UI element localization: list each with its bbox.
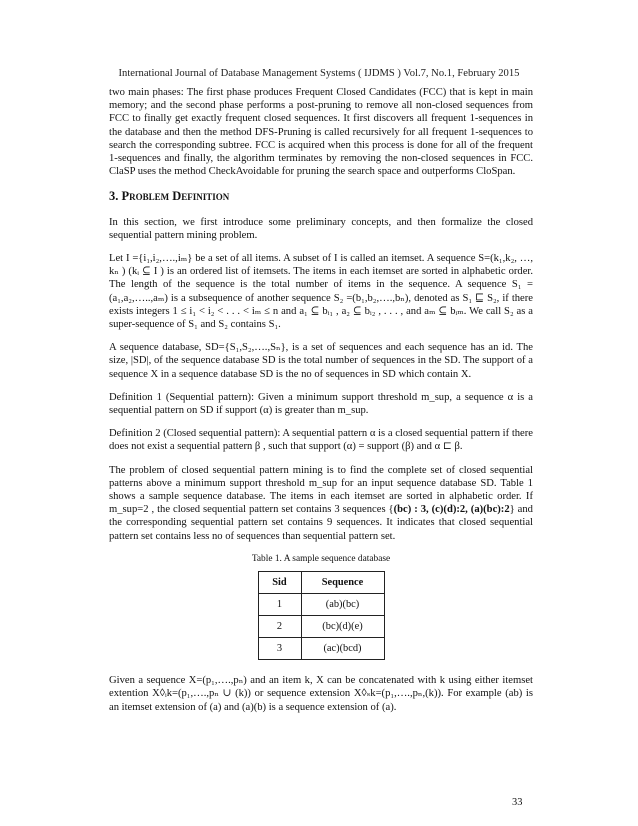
table-row: [258, 594, 384, 616]
cell-sequence: (ac)(bcd): [301, 638, 384, 660]
problem-text: The problem of closed sequential pattern mining is to find the complete set of closed sequential patterns above a minimum support threshold m_sup for an input sequence database SD. Table 1 shows a sample sequence database. The items in each itemset are sorted in alphabetic order. If m_sup=2 , the closed sequential pattern set contains 3 sequences {: [109, 464, 533, 516]
section-heading: 3. Problem Definition: [109, 189, 230, 204]
cell-sid: 1: [258, 594, 301, 616]
paragraph-preliminaries: In this section, we first introduce some preliminary concepts, and then formalize the closed sequential pattern mining problem.: [109, 216, 533, 241]
table-row: [258, 616, 384, 638]
paragraph-definition-1: Definition 1 (Sequential pattern): Given a minimum support threshold m_sup, a sequence α is a sequential pattern on SD if support (α) is greater than m_sup.: [109, 391, 533, 417]
paragraph-intro: two main phases: The first phase produces Frequent Closed Candidates (FCC) that is kept in main memory; and the second phase performs a post-pruning to remove all non-closed sequences from FCC to finally get exactly frequent closed sequences. It first discovers all frequent 1-sequences in the database and then the method DFS-Pruning is called recursively for all frequent 1-sequences to search the corresponding subtree. FCC is acquired when this process is done for all of the frequent 1-sequences and finally, the algorithm terminates by removing the non-closed sequences in FCC. ClaSP uses the method CheckAvoidable for pruning the search space and outperforms CloSpan.: [109, 87, 533, 178]
page-number: 33: [512, 797, 523, 808]
paragraph-problem: [109, 464, 533, 543]
page-body: [109, 86, 533, 724]
cell-sid: 3: [258, 638, 301, 660]
paragraph-itemset-definition: Let I ={i₁,i₂,….,iₘ} be a set of all items. A subset of I is called an itemset. A sequence S=(k₁,k₂, …, kₙ ) (kᵢ ⊆ I ) is an ordered list of itemsets. The items in each itemset are sorted in alphabetic order. The length of the sequence is the total number of items in the sequence. A sequence S₁ =(a₁,a₂,…..,aₘ) is a subsequence of another sequence S₂ =(b₁,b₂,….,bₙ), denoted as S₁ ⊑ S₂, if there exists integers 1 ≤ i₁ < i₂ < . . . < iₘ ≤ n and a₁ ⊆ bᵢ₁ , a₂ ⊆ bᵢ₂ , . . . , and aₘ ⊆ bᵢₘ. We call S₂ as a super-sequence of S₁ and S₂ contains S₁.: [109, 253, 533, 331]
table-caption: Table 1. A sample sequence database: [251, 553, 391, 564]
paragraph-sequence-database: A sequence database, SD={S₁,S₂,….,Sₙ}, is a set of sequences and each sequence has an id. The size, |SD|, of the sequence database SD is the total number of sequences in the SD. The support of a sequence X in a sequence database SD is the no of sequences in SD which contain X.: [109, 342, 533, 380]
sequence-table: [258, 571, 385, 660]
cell-sid: 2: [258, 616, 301, 638]
closed-pattern-list: (bc) : 3, (c)(d):2, (a)(bc):2: [393, 504, 510, 516]
table-row: [258, 638, 384, 660]
header-sequence: Sequence: [301, 572, 384, 594]
paragraph-definition-2: Definition 2 (Closed sequential pattern): A sequential pattern α is a closed sequential pattern if there does not exist a sequential pattern β , such that support (α) = support (β) and α ⊏ β.: [109, 428, 533, 453]
table-header-row: [258, 572, 384, 594]
cell-sequence: (bc)(d)(e): [301, 616, 384, 638]
running-header: International Journal of Database Management Systems ( IJDMS ) Vol.7, No.1, February 2015: [118, 68, 520, 79]
cell-sequence: (ab)(bc): [301, 594, 384, 616]
paragraph-extension: Given a sequence X=(p₁,….,pₙ) and an item k, X can be concatenated with k using either itemset extention X◊ᵢk=(p₁,….,pₙ ∪ (k)) or sequence extension X◊ₛk=(p₁,….,pₙ,(k)). For example (ab) is an itemset extension of (a) and (a)(b) is a sequence extension of (a).: [109, 675, 533, 713]
header-sid: Sid: [258, 572, 301, 594]
problem-text-end: } and the corresponding sequential pattern set contains 9 sequences. It indicates that closed sequential pattern set contains less no of sequences than sequential pattern set.: [109, 504, 533, 542]
